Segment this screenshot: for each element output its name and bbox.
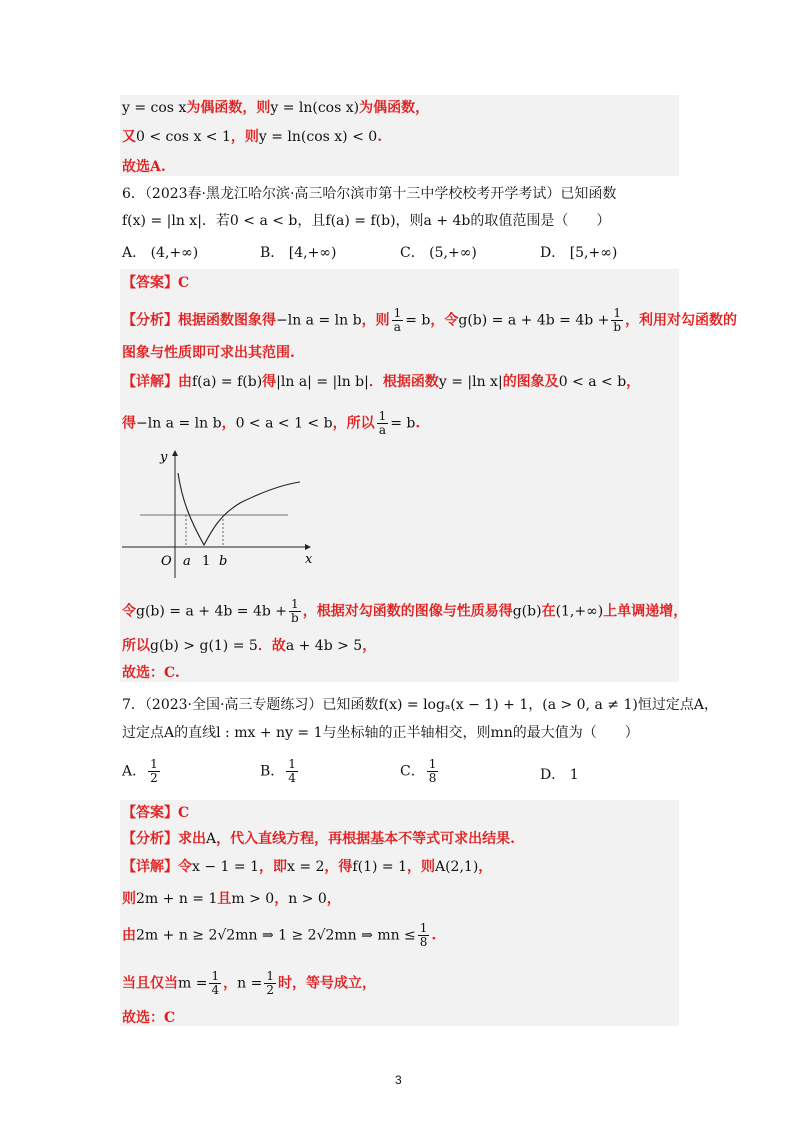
q6-analysis-1: 【分析】根据函数图象得−ln a = ln b，则 $\frac{1}{a}$ = b，令g(b) = a + 4b = 4b + $\frac{1}{b}$ ，利用对勾函数的 — [122, 306, 738, 334]
label-y: y — [160, 450, 168, 465]
label-one: 1 — [202, 554, 211, 569]
ln-abs-graph — [120, 445, 313, 580]
q6-analysis-2: 图象与性质即可求出其范围. — [122, 345, 295, 361]
page-number: 3 — [395, 1073, 402, 1087]
q6-after-graph-3: 故选：C. — [122, 665, 180, 681]
q6-stem-1: 6．（2023春·黑龙江哈尔滨·高三哈尔滨市第十三中学校校考开学考试）已知函数 — [122, 186, 617, 202]
top-line-3: 故选A. — [122, 159, 166, 175]
q6-option-b: B． [4,+∞) — [260, 245, 337, 261]
graph-svg — [120, 445, 313, 580]
q6-option-a: A． (4,+∞) — [122, 245, 199, 261]
fraction: $\frac{1}{8}$ — [428, 757, 437, 785]
q7-detail-2: 则2m + n = 1且m > 0，n > 0， — [122, 891, 341, 907]
q7-option-c: C． $\frac{1}{8}$ — [400, 757, 437, 785]
q7-option-d: D． 1 — [540, 767, 579, 783]
fraction: $\frac{1}{2}$ — [266, 969, 274, 997]
fraction: $\frac{1}{a}$ — [378, 409, 387, 437]
q6-after-graph-1: 令g(b) = a + 4b = 4b + $\frac{1}{b}$ ，根据对勾函数的图像与性质易得g(b)在(1,+∞)上单调递增， — [122, 597, 688, 625]
fraction: $\frac{1}{2}$ — [150, 757, 158, 785]
fraction: $\frac{1}{4}$ — [211, 969, 220, 997]
q7-detail-4: 当且仅当m = $\frac{1}{4}$ ，n = $\frac{1}{2}$ 时，等号成立， — [122, 969, 376, 997]
q7-option-a: A． $\frac{1}{2}$ — [122, 757, 158, 785]
q6-option-c: C． (5,+∞) — [400, 245, 477, 261]
label-a: a — [183, 554, 191, 569]
fraction: $\frac{1}{a}$ — [393, 306, 402, 334]
q6-detail-2: 得−ln a = ln b，0 < a < 1 < b，所以 $\frac{1}{a}$ = b. — [122, 409, 421, 437]
q6-option-d: D． [5,+∞) — [540, 245, 618, 261]
q7-detail-1: 【详解】令x − 1 = 1，即x = 2，得f(1) = 1，则A(2,1)， — [122, 859, 493, 875]
label-o: O — [161, 554, 172, 569]
q7-detail-3: 由2m + n ≥ 2√2mn ⇒ 1 ≥ 2√2mn ⇒ mn ≤ $\frac{1}{8}$ . — [122, 921, 437, 949]
q6-detail-1: 【详解】由f(a) = f(b)得|ln a| = |ln b|．根据函数y = |ln x|的图象及0 < a < b， — [122, 374, 641, 390]
fraction: $\frac{1}{4}$ — [288, 757, 296, 785]
q6-answer: 【答案】C — [122, 275, 190, 291]
q6-stem-2: f(x) = |ln x|．若0 < a < b，且f(a) = f(b)，则a + 4b的取值范围是（ ） — [122, 213, 611, 229]
q7-option-b: B． $\frac{1}{4}$ — [260, 757, 296, 785]
label-x: x — [305, 552, 313, 567]
curve — [178, 473, 300, 545]
q7-stem-2: 过定点A的直线l : mx + ny = 1与坐标轴的正半轴相交，则mn的最大值为（ ） — [122, 725, 639, 741]
q7-detail-5: 故选：C — [122, 1010, 176, 1026]
fraction: $\frac{1}{b}$ — [291, 597, 299, 625]
fraction: $\frac{1}{b}$ — [613, 306, 622, 334]
q7-answer: 【答案】C — [122, 805, 190, 821]
label-b: b — [219, 554, 228, 569]
q6-after-graph-2: 所以g(b) > g(1) = 5．故a + 4b > 5， — [122, 638, 377, 654]
top-line-1: y = cos x为偶函数，则y = ln(cos x)为偶函数， — [122, 100, 430, 116]
q7-analysis: 【分析】求出A，代入直线方程，再根据基本不等式可求出结果. — [122, 831, 515, 847]
q7-stem-1: 7．（2023·全国·高三专题练习）已知函数f(x) = logₐ(x − 1) + 1，(a > 0, a ≠ 1)恒过定点A， — [122, 697, 718, 713]
fraction: $\frac{1}{8}$ — [419, 921, 428, 949]
top-line-2: 又0 < cos x < 1，则y = ln(cos x) < 0. — [122, 129, 383, 145]
